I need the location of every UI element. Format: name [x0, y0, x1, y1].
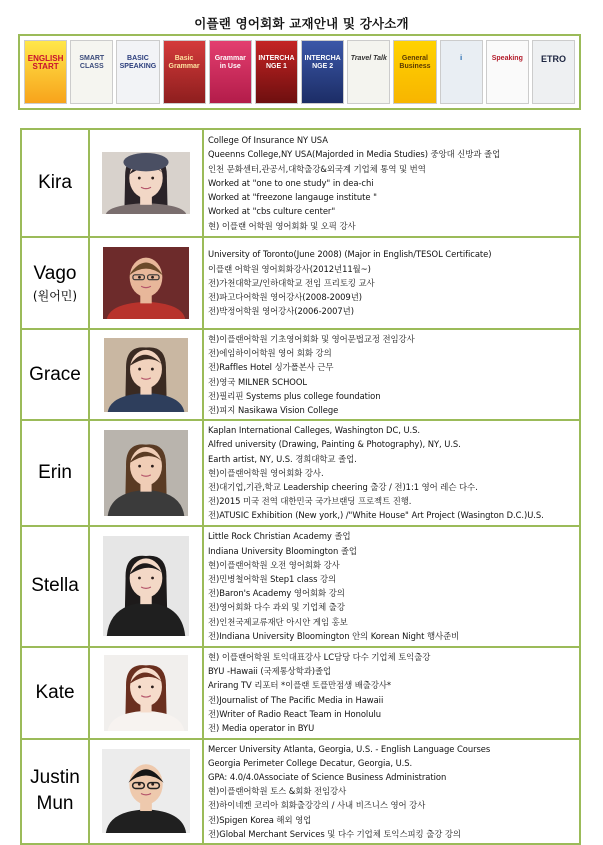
instructor-name-cell [21, 420, 89, 525]
instructor-row [21, 420, 580, 525]
instructor-row [21, 526, 580, 647]
instructor-name-cell [21, 129, 89, 237]
instructor-name: Justin [30, 767, 80, 789]
book-title: INTERCHANGE 2 [304, 55, 341, 70]
book-title: INTERCHANGE 1 [258, 55, 295, 70]
bio-line: 전)Global Merchant Services 및 다수 기업체 토익스피킹 출강 강의 [208, 828, 461, 839]
instructor-row [21, 237, 580, 329]
book-cover [70, 40, 113, 104]
bio-line: Queenns College,NY USA(Majorded in Media Studies) 중앙대 신방과 졸업 [208, 149, 501, 160]
instructor-photo [90, 655, 202, 731]
bio-line: 현)이플랜어학원 오전 영어회화 강사 [208, 559, 340, 570]
bio-line: 전)Writer of Radio React Team in Honolulu [208, 708, 381, 719]
bio-line: BYU -Hawaii (국제통상학과)졸업 [208, 666, 332, 677]
book-title: Basic Grammar [168, 55, 200, 70]
instructor-bio-cell [203, 526, 580, 647]
instructor-photo-cell [89, 647, 203, 739]
bio-line: 전)피지 Nasikawa Vision College [208, 405, 339, 416]
bio-line: 전)ATUSIC Exhibition (New york,) /"White House" Art Project (Wasington D.C.)U.S. [208, 510, 544, 521]
bio-line: 전)하이네켄 코리아 회화출강강의 / 사내 비즈니스 영어 강사 [208, 800, 426, 811]
bio-line: Alfred university (Drawing, Painting & Photography), NY, U.S. [208, 439, 461, 450]
bio-line: 현)이플랜어학원 영어회화 강사. [208, 467, 324, 478]
book-cover [532, 40, 575, 104]
book-title: ENGLISH START [27, 54, 64, 71]
instructor-photo [90, 536, 202, 636]
book-cover [347, 40, 390, 104]
book-title: SMART CLASS [79, 55, 105, 70]
book-cover [440, 40, 483, 104]
instructor-name: Kate [35, 681, 75, 703]
bio-line: 전)대기업,기관,학교 Leadership cheering 출강 / 전)1:1 영어 레슨 다수. [208, 482, 478, 493]
bio-line: 전) Media operator in BYU [208, 723, 315, 734]
bio-line: 전)에임하이어학원 영어 회화 강의 [208, 348, 332, 359]
instructor-bio-cell [203, 237, 580, 329]
bio-line: University of Toronto(June 2008) (Major in English/TESOL Certificate) [208, 249, 492, 260]
instructor-row [21, 647, 580, 739]
bio-line: 전)Raffles Hotel 싱가폴본사 근무 [208, 362, 334, 373]
instructor-bio-cell [203, 329, 580, 420]
book-title: ETRO [540, 54, 566, 64]
book-cover [301, 40, 344, 104]
instructor-name-cell [21, 237, 89, 329]
instructor-bio-cell [203, 420, 580, 525]
bio-line: Earth artist, NY, U.S. 경희대학교 졸업. [208, 453, 357, 464]
book-title: i [460, 55, 463, 62]
instructor-name-cell [21, 526, 89, 647]
bio-line: 전)가천대학교/인하대학교 전임 프리토킹 교사 [208, 277, 375, 288]
instructor-table [20, 128, 581, 845]
bio-line: Kaplan International Calleges, Washington DC, U.S. [208, 425, 421, 436]
bio-line: Worked at "freezone langauge institute " [208, 192, 377, 203]
instructor-photo-cell [89, 237, 203, 329]
instructor-name: Stella [31, 575, 79, 597]
bio-line: 전)Indiana University Bloomington 안의 Korean Night 행사준비 [208, 630, 460, 641]
instructor-photo [90, 749, 202, 833]
bio-line: Little Rock Christian Academy 졸업 [208, 531, 351, 542]
bio-line: 이플랜 어학원 영어회화강사(2012년11월~) [208, 263, 371, 274]
bio-line: 전)Journalist of The Pacific Media in Hawaii [208, 694, 384, 705]
bio-line: 전)파고다어학원 영어강사(2008-2009년) [208, 292, 362, 303]
book-cover [393, 40, 436, 104]
book-cover [209, 40, 252, 104]
bio-line: 전)필리핀 Systems plus college foundation [208, 390, 381, 401]
bio-line: 전)Baron's Academy 영어회화 강의 [208, 588, 345, 599]
instructor-bio-cell [203, 739, 580, 844]
bio-line: 전)Spigen Korea 해외 영업 [208, 814, 312, 825]
bio-line: 현) 이플랜 어학원 영어회화 및 오픽 강사 [208, 220, 356, 231]
bio-line: GPA: 4.0/4.0Associate of Science Business Administration [208, 772, 447, 783]
bio-line: 현) 이플랜어학원 토익대표강사 LC담당 다수 기업체 토익출강 [208, 652, 431, 663]
textbook-banner [18, 34, 581, 110]
instructor-bio-cell [203, 647, 580, 739]
bio-line: Worked at "one to one study" in dea-chi [208, 177, 374, 188]
instructor-name-cell [21, 739, 89, 844]
instructor-row [21, 739, 580, 844]
bio-line: 전)박정어학원 영어강사(2006-2007년) [208, 306, 354, 317]
bio-line: 현)이플랜어학원 기초영어회화 및 영어문법교정 전임강사 [208, 334, 415, 344]
instructor-name-sub: (원어민) [32, 289, 78, 303]
instructor-photo [90, 430, 202, 516]
instructor-photo-cell [89, 329, 203, 420]
bio-line: 인천 문화센터,관공서,대학출강&외국계 기업체 통역 및 번역 [208, 163, 426, 174]
page-title: 이플랜 영어회화 교재안내 및 강사소개 [194, 16, 409, 31]
bio-line: 전)영국 MILNER SCHOOL [208, 376, 308, 387]
bio-line: 전)2015 미국 전역 대한민국 국가브랜딩 프로젝트 진행. [208, 496, 412, 507]
bio-line: 현)이플랜어학원 토스 &회화 전임강사 [208, 786, 347, 797]
instructor-photo-cell [89, 420, 203, 525]
instructor-name: Vago [33, 263, 77, 284]
bio-line: 전)영어회화 다수 과외 및 기업체 출강 [208, 602, 345, 613]
instructor-photo-cell [89, 739, 203, 844]
book-title: General Business [399, 55, 431, 70]
book-cover [163, 40, 206, 104]
instructor-bio-cell [203, 129, 580, 237]
instructor-photo [90, 152, 202, 214]
book-cover [116, 40, 159, 104]
instructor-row [21, 129, 580, 237]
instructor-name: Grace [29, 363, 81, 385]
instructor-photo-cell [89, 129, 203, 237]
instructor-name-cell [21, 329, 89, 420]
instructor-photo [90, 338, 202, 412]
book-cover [486, 40, 529, 104]
bio-line: Indiana University Bloomington 졸업 [208, 545, 357, 556]
book-title: BASIC SPEAKING [119, 55, 157, 70]
bio-line: 전)인천국제교류재단 아시안 게임 홍보 [208, 616, 348, 627]
bio-line: Worked at "cbs culture center" [208, 206, 336, 217]
bio-line: 전)민병철어학원 Step1 class 강의 [208, 573, 337, 584]
bio-line: Georgia Perimeter College Decatur, Georgia, U.S. [208, 757, 413, 768]
book-title: Grammar in Use [214, 55, 246, 70]
instructor-photo-cell [89, 526, 203, 647]
book-title: Travel Talk [350, 55, 387, 62]
instructor-photo [90, 247, 202, 319]
bio-line: College Of Insurance NY USA [208, 135, 328, 146]
instructor-name-sub: Mun [36, 793, 74, 815]
book-cover [24, 40, 67, 104]
bio-line: Mercer University Atlanta, Georgia, U.S. - English Language Courses [208, 743, 491, 754]
bio-line: Arirang TV 리포터 *이플랜 토플만점생 배출강사* [208, 680, 392, 691]
book-title: Speaking [491, 55, 523, 62]
instructor-name: Erin [38, 461, 72, 483]
instructor-name: Kira [38, 172, 72, 193]
instructor-name-cell [21, 647, 89, 739]
instructor-row [21, 329, 580, 420]
book-cover [255, 40, 298, 104]
